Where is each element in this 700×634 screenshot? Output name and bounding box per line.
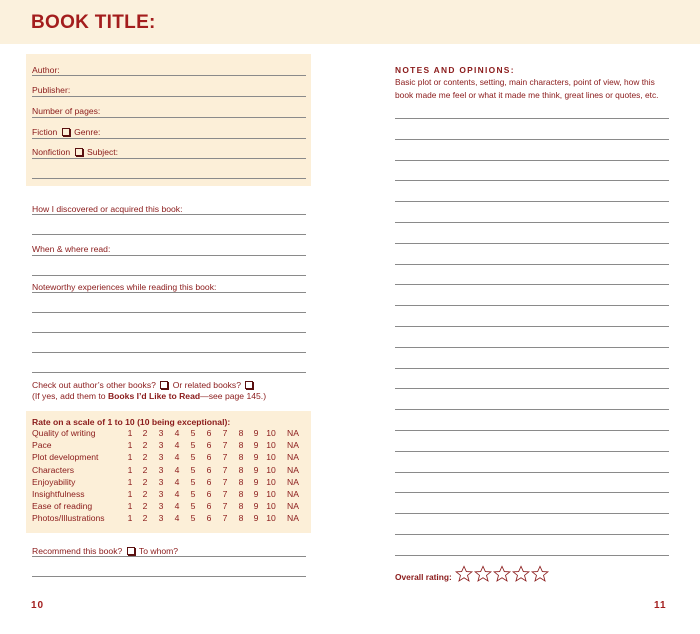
rating-option[interactable]: NA [287, 476, 299, 487]
star-icon[interactable] [512, 565, 530, 583]
rating-option[interactable]: 4 [174, 440, 180, 451]
subject-label: Subject: [87, 147, 119, 157]
rating-option[interactable]: 5 [190, 476, 196, 487]
rating-option[interactable]: 1 [127, 440, 133, 451]
checkout-related-label: Or related books? [172, 380, 241, 390]
rating-option[interactable]: 4 [174, 452, 180, 463]
rating-option[interactable]: 3 [158, 452, 164, 463]
notes-line[interactable] [395, 555, 669, 556]
rating-option[interactable]: 3 [158, 476, 164, 487]
rating-option[interactable]: 10 [266, 476, 276, 487]
rating-option[interactable]: 9 [253, 476, 259, 487]
rating-option[interactable]: NA [287, 501, 299, 512]
star-icon[interactable] [474, 565, 492, 583]
notes-line[interactable] [395, 451, 669, 452]
rating-option[interactable]: 8 [238, 489, 244, 499]
recommend-line-1[interactable] [32, 556, 306, 557]
rating-option[interactable]: 7 [222, 476, 228, 487]
rating-option[interactable]: 6 [206, 501, 212, 512]
rating-option[interactable]: 9 [253, 440, 259, 451]
criterion-label: Pace [32, 440, 52, 451]
rating-option[interactable]: NA [287, 489, 299, 499]
rating-option[interactable]: 6 [206, 489, 212, 499]
rating-option[interactable]: 7 [222, 501, 228, 512]
rating-option[interactable]: 4 [174, 501, 180, 512]
rating-option[interactable]: 2 [142, 513, 148, 524]
genre-label: Genre: [74, 127, 101, 137]
rating-option[interactable]: 8 [238, 476, 244, 487]
page-number-left: 10 [31, 600, 45, 611]
rating-option[interactable]: 1 [127, 476, 133, 487]
to-whom-label: To whom? [138, 546, 179, 556]
fiction-genre-row [32, 127, 100, 137]
star-icon[interactable] [531, 565, 549, 583]
rating-option[interactable]: 7 [222, 440, 228, 451]
criterion-label: Plot development [32, 452, 99, 463]
criterion-label: Enjoyability [32, 476, 76, 487]
author-line[interactable] [32, 75, 306, 76]
subject-line[interactable] [32, 158, 306, 159]
rating-option[interactable]: 4 [174, 513, 180, 524]
rating-option[interactable]: 8 [238, 440, 244, 451]
notes-line[interactable] [395, 118, 669, 119]
notes-line[interactable] [395, 472, 669, 473]
when-where-line-1[interactable] [32, 255, 306, 256]
rating-option[interactable]: 9 [253, 513, 259, 524]
rating-option[interactable]: 3 [158, 464, 164, 475]
rating-option[interactable]: 2 [142, 476, 148, 487]
genre-line[interactable] [32, 138, 306, 139]
rating-option[interactable]: 10 [266, 452, 276, 463]
recommend-row [32, 546, 178, 556]
recommend-line-2[interactable] [32, 576, 306, 577]
discovered-label: How I discovered or acquired this book: [32, 204, 183, 214]
checkout-author-label: Check out author’s other books? [32, 380, 156, 390]
book-info-panel [26, 54, 311, 186]
notes-line[interactable] [395, 243, 669, 244]
notes-line[interactable] [395, 284, 669, 285]
book-title: BOOK TITLE: [31, 12, 156, 33]
criterion-label: Characters [32, 464, 75, 475]
rating-option[interactable]: 1 [127, 489, 133, 499]
when-where-label: When & where read: [32, 244, 111, 254]
notes-line[interactable] [395, 264, 669, 265]
rating-option[interactable]: 3 [158, 501, 164, 512]
pages-line[interactable] [32, 117, 306, 118]
fiction-label: Fiction [32, 127, 58, 137]
rating-option[interactable]: 5 [190, 428, 196, 438]
noteworthy-line-5[interactable] [32, 372, 306, 373]
ifyes-text-b: —see page 145.) [200, 391, 267, 401]
nonfiction-checkbox[interactable] [75, 148, 83, 156]
rating-option[interactable]: 7 [222, 464, 228, 475]
rating-option[interactable]: 3 [158, 489, 164, 499]
rating-option[interactable]: 5 [190, 452, 196, 463]
notes-line[interactable] [395, 513, 669, 514]
criterion-label: Ease of reading [32, 501, 93, 512]
notes-line[interactable] [395, 160, 669, 161]
rating-option[interactable]: 1 [127, 464, 133, 475]
rating-option[interactable]: NA [287, 428, 299, 438]
checkout-author-checkbox[interactable] [160, 381, 168, 389]
rating-option[interactable]: 6 [206, 428, 212, 438]
notes-line[interactable] [395, 430, 669, 431]
fiction-checkbox[interactable] [62, 128, 70, 136]
publisher-label: Publisher: [32, 85, 71, 95]
pages-label: Number of pages: [32, 106, 101, 116]
notes-line[interactable] [395, 201, 669, 202]
rating-option[interactable]: NA [287, 440, 299, 451]
rating-option[interactable]: 3 [158, 513, 164, 524]
noteworthy-line-3[interactable] [32, 332, 306, 333]
notes-description: Basic plot or contents, setting, main characters, point of view, how this book made me feel or what it made me think, great lines or quotes, etc. [395, 77, 659, 100]
rating-option[interactable]: 10 [266, 440, 276, 451]
rating-option[interactable]: 9 [253, 428, 259, 438]
rating-option[interactable]: 6 [206, 452, 212, 463]
rating-option[interactable]: 7 [222, 489, 228, 499]
rating-option[interactable]: 4 [174, 464, 180, 475]
rating-option[interactable]: 6 [206, 440, 212, 451]
rating-option[interactable]: 10 [266, 501, 276, 512]
notes-line[interactable] [395, 139, 669, 140]
rating-option[interactable]: 10 [266, 428, 276, 438]
rating-option[interactable]: 1 [127, 428, 133, 438]
rating-option[interactable]: 1 [127, 513, 133, 524]
rating-option[interactable]: 1 [127, 501, 133, 512]
rating-option[interactable]: 6 [206, 476, 212, 487]
rating-option[interactable]: 8 [238, 513, 244, 524]
author-label: Author: [32, 65, 60, 75]
rating-option[interactable]: 2 [142, 428, 148, 438]
notes-line[interactable] [395, 492, 669, 493]
rate-title: Rate on a scale of 1 to 10 (10 being exceptional): [32, 417, 231, 427]
recommend-label: Recommend this book? [32, 546, 123, 556]
notes-line[interactable] [395, 305, 669, 306]
rating-option[interactable]: 3 [158, 440, 164, 451]
notes-line[interactable] [395, 180, 669, 181]
rating-option[interactable]: 2 [142, 452, 148, 463]
rating-option[interactable]: 9 [253, 464, 259, 475]
page-number-right: 11 [654, 600, 667, 611]
nonfiction-subject-row [32, 147, 118, 157]
rating-option[interactable]: 8 [238, 428, 244, 438]
checkout-row [32, 380, 255, 390]
rating-option[interactable]: 7 [222, 513, 228, 524]
checkout-related-checkbox[interactable] [245, 381, 253, 389]
notes-line[interactable] [395, 326, 669, 327]
noteworthy-line-2[interactable] [32, 312, 306, 313]
rating-option[interactable]: 5 [190, 489, 196, 499]
ifyes-text-a: (If yes, add them to [32, 391, 108, 401]
rating-option[interactable]: 9 [253, 489, 259, 499]
notes-line[interactable] [395, 409, 669, 410]
discovered-line-1[interactable] [32, 214, 306, 215]
rating-option[interactable]: NA [287, 452, 299, 463]
rating-option[interactable]: 2 [142, 440, 148, 451]
rating-option[interactable]: 6 [206, 513, 212, 524]
ifyes-row [32, 391, 266, 401]
wishlist-reference: Books I’d Like to Read [107, 391, 201, 401]
overall-rating-label: Overall rating: [395, 572, 452, 582]
publisher-line[interactable] [32, 96, 306, 97]
rating-option[interactable]: 8 [238, 501, 244, 512]
notes-line[interactable] [395, 222, 669, 223]
rating-option[interactable]: 8 [238, 464, 244, 475]
discovered-line-2[interactable] [32, 234, 306, 235]
rating-option[interactable]: 3 [158, 428, 164, 438]
rating-option[interactable]: 5 [190, 501, 196, 512]
rating-option[interactable]: 8 [238, 452, 244, 463]
notes-heading: NOTES AND OPINIONS: [395, 65, 515, 75]
rating-option[interactable]: NA [287, 464, 299, 475]
overall-rating-stars[interactable] [455, 565, 550, 588]
star-icon[interactable] [493, 565, 511, 583]
rating-option[interactable]: 1 [127, 452, 133, 463]
notes-line[interactable] [395, 534, 669, 535]
rating-option[interactable]: 9 [253, 501, 259, 512]
rating-option[interactable]: 4 [174, 489, 180, 499]
rating-option[interactable]: 9 [253, 452, 259, 463]
notes-line[interactable] [395, 388, 669, 389]
rating-option[interactable]: 2 [142, 464, 148, 475]
rating-option[interactable]: 4 [174, 476, 180, 487]
rating-option[interactable]: 2 [142, 489, 148, 499]
rating-option[interactable]: NA [287, 513, 299, 524]
rating-option[interactable]: 5 [190, 440, 196, 451]
notes-line[interactable] [395, 368, 669, 369]
notes-line[interactable] [395, 347, 669, 348]
criterion-label: Insightfulness [32, 489, 85, 499]
recommend-checkbox[interactable] [127, 547, 135, 555]
criterion-label: Photos/Illustrations [32, 513, 105, 524]
rating-option[interactable]: 10 [266, 513, 276, 524]
rating-option[interactable]: 2 [142, 501, 148, 512]
noteworthy-label: Noteworthy experiences while reading this book: [32, 282, 217, 292]
rating-option[interactable]: 7 [222, 428, 228, 438]
rating-option[interactable]: 10 [266, 464, 276, 475]
noteworthy-line-1[interactable] [32, 292, 306, 293]
subject-line-2[interactable] [32, 178, 306, 179]
rating-option[interactable]: 5 [190, 464, 196, 475]
nonfiction-label: Nonfiction [32, 147, 71, 157]
rating-option[interactable]: 10 [266, 489, 276, 499]
star-icon[interactable] [455, 565, 473, 583]
rating-option[interactable]: 4 [174, 428, 180, 438]
rating-option[interactable]: 7 [222, 452, 228, 463]
when-where-line-2[interactable] [32, 275, 306, 276]
noteworthy-line-4[interactable] [32, 352, 306, 353]
criterion-label: Quality of writing [32, 428, 96, 438]
rating-option[interactable]: 5 [190, 513, 196, 524]
rating-option[interactable]: 6 [206, 464, 212, 475]
